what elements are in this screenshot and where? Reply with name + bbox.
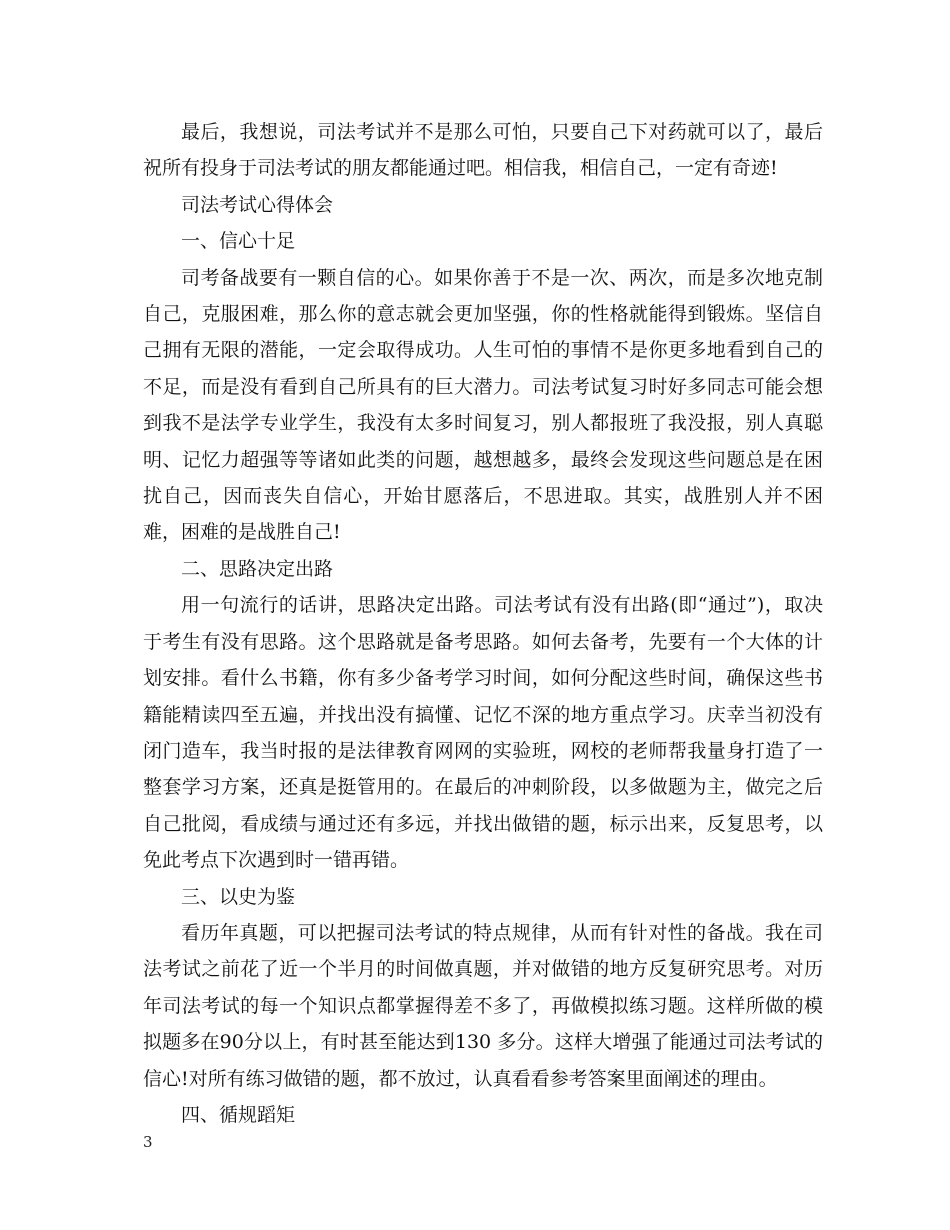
section-3-paragraph: 看历年真题，可以把握司法考试的特点规律，从而有针对性的备战。我在司法考试之前花了近一个半月的时间做真题，并对做错的地方反复研究思考。对历年司法考试的每一个知识点都掌握得差不多了，再做模拟练习题。这样所做的模拟题多在90分以上，有时甚至能达到130 多分。这样大增强了能通过司法考试的信心!对所有练习做错的题，都不放过，认真看看参考答案里面阐述的理由。 [143,921,823,1090]
section-heading-4: 四、循规蹈矩 [181,1103,296,1126]
section-1-paragraph: 司考备战要有一颗自信的心。如果你善于不是一次、两次，而是多次地克制自己，克服困难，那么你的意志就会更加坚强，你的性格就能得到锻炼。坚信自己拥有无限的潜能，一定会取得成功。人生可怕的事情不是你更多地看到自己的不足，而是没有看到自己所具有的巨大潜力。司法考试复习时好多同志可能会想到我不是法学专业学生，我没有太多时间复习，别人都报班了我没报，别人真聪明、记忆力超强等等诸如此类的问题，越想越多，最终会发现这些问题总是在困扰自己，因而丧失自信心，开始甘愿落后，不思进取。其实，战胜别人并不困难，困难的是战胜自己! [143,266,823,544]
article-title: 司法考试心得体会 [181,193,334,216]
closing-paragraph: 最后，我想说，司法考试并不是那么可怕，只要自己下对药就可以了，最后祝所有投身于司法考试的朋友都能通过吧。相信我，相信自己，一定有奇迹! [143,121,823,180]
section-2-paragraph: 用一句流行的话讲，思路决定出路。司法考试有没有出路(即“通过”)，取决于考生有没有思路。这个思路就是备考思路。如何去备考，先要有一个大体的计划安排。看什么书籍，你有多少备考学习时间，如何分配这些时间，确保这些书籍能精读四至五遍，并找出没有搞懂、记忆不深的地方重点学习。庆幸当初没有闭门造车，我当时报的是法律教育网网的实验班，网校的老师帮我量身打造了一整套学习方案，还真是挺管用的。在最后的冲刺阶段，以多做题为主，做完之后自己批阅，看成绩与通过还有多远，并找出做错的题，标示出来，反复思考，以免此考点下次遇到时一错再错。 [143,594,823,872]
page-number: 3 [143,1133,153,1151]
section-heading-1: 一、信心十足 [181,230,296,253]
section-heading-3: 三、以史为鉴 [181,885,296,908]
document-body [143,114,823,1133]
section-heading-2: 二、思路决定出路 [181,557,334,580]
